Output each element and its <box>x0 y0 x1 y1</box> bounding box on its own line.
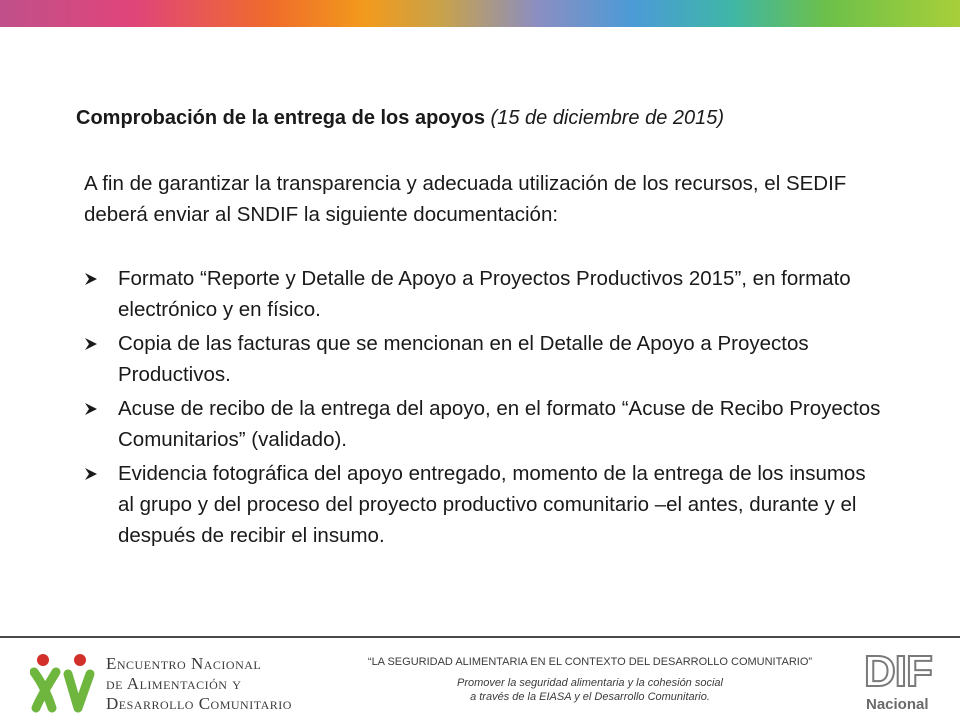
list-item <box>84 328 884 390</box>
event-subtitle-line: a través de la EIASA y el Desarrollo Comunitario. <box>470 691 710 703</box>
event-title <box>106 654 292 714</box>
list-item <box>84 458 884 551</box>
event-title-line: Encuentro Nacional <box>106 654 262 673</box>
dif-logo-name: Nacional <box>866 696 929 713</box>
requirements-list <box>84 263 884 554</box>
slide-heading <box>76 104 724 132</box>
top-color-stripe <box>0 0 960 27</box>
list-item <box>84 263 884 325</box>
arrow-bullet-icon <box>84 337 98 351</box>
event-subtitle <box>400 676 780 704</box>
list-item-text: Evidencia fotográfica del apoyo entregado, momento de la entrega de los insumos al grupo y del proceso del proyecto productivo comunitario –el antes, durante y el después de recibir el insumo. <box>118 462 866 547</box>
arrow-bullet-icon <box>84 467 98 481</box>
arrow-bullet-icon <box>84 272 98 286</box>
list-item <box>84 393 884 455</box>
arrow-bullet-icon <box>84 402 98 416</box>
event-motto: “LA SEGURIDAD ALIMENTARIA EN EL CONTEXTO DEL DESARROLLO COMUNITARIO” <box>367 656 813 668</box>
dif-nacional-logo <box>864 647 940 716</box>
heading-date: (15 de diciembre de 2015) <box>490 107 725 129</box>
event-title-line: de Alimentación y <box>106 674 242 693</box>
list-item-text: Acuse de recibo de la entrega del apoyo, en el formato “Acuse de Recibo Proyectos Comunitarios” (validado). <box>118 397 881 451</box>
list-item-text: Formato “Reporte y Detalle de Apoyo a Proyectos Productivos 2015”, en formato electrónico y en físico. <box>118 267 851 321</box>
xv-encuentro-logo-icon <box>30 650 102 714</box>
footer-banner <box>0 638 960 720</box>
intro-paragraph: A fin de garantizar la transparencia y adecuada utilización de los recursos, el SEDIF deberá enviar al SNDIF la siguiente documentación: <box>84 172 847 226</box>
dif-logo-mark: DIF <box>864 647 932 696</box>
event-title-line: Desarrollo Comunitario <box>106 694 292 713</box>
list-item-text: Copia de las facturas que se mencionan en el Detalle de Apoyo a Proyectos Productivos. <box>118 332 809 386</box>
event-subtitle-line: Promover la seguridad alimentaria y la cohesión social <box>457 677 723 689</box>
heading-bold: Comprobación de la entrega de los apoyos <box>76 107 485 129</box>
